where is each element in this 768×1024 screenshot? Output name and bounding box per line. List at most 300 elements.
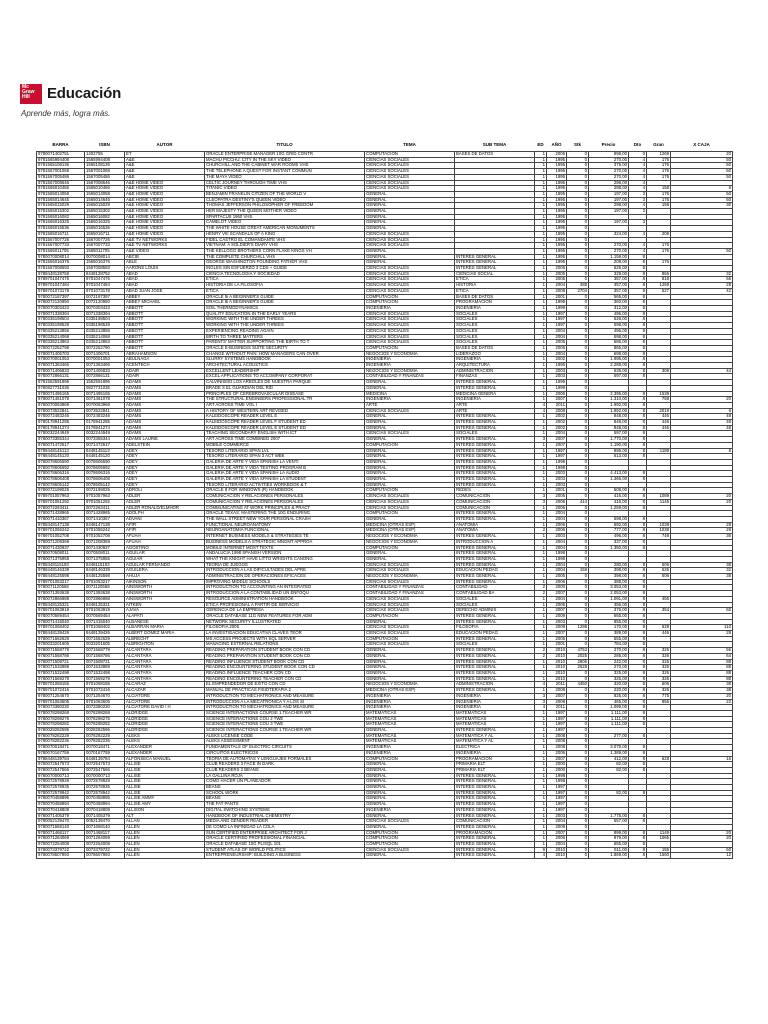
- table-cell: 8: [629, 613, 647, 619]
- table-cell: 270,00: [589, 648, 629, 654]
- table-cell: 4450: [567, 682, 589, 688]
- table-cell: SOCIALES: [455, 317, 535, 323]
- table-cell: 1.111,00: [589, 722, 629, 728]
- table-cell: 9701068402: [85, 625, 125, 631]
- table-cell: CIENCIAS SOCIALES: [365, 328, 455, 334]
- table-cell: GENERAL: [365, 465, 455, 471]
- table-cell: 2004: [547, 431, 567, 437]
- table-cell: 0: [567, 556, 589, 562]
- table-cell: 759: [647, 397, 671, 403]
- table-cell: 488: [567, 283, 589, 289]
- table-cell: ALCAZAR: [125, 688, 205, 694]
- table-cell: 0: [567, 334, 589, 340]
- table-cell: 8: [629, 653, 647, 659]
- table-cell: 88: [671, 670, 733, 676]
- table-cell: 598,00: [589, 334, 629, 340]
- table-cell: 8: [629, 477, 647, 483]
- table-cell: ORACLE ENTERPRISE MANAGER 10G GRID CONTR: [205, 152, 365, 158]
- table-cell: TEORIA DE AUTOMATAS Y LENGUAJES FORMALES: [205, 756, 365, 762]
- table-cell: 2006: [547, 836, 567, 842]
- table-cell: 357,00: [589, 283, 629, 289]
- table-cell: GENERAL: [365, 665, 455, 671]
- table-cell: 0071430937: [85, 545, 125, 551]
- table-cell: 0: [567, 488, 589, 494]
- table-cell: 0827731036: [85, 385, 125, 391]
- table-cell: 170,00: [589, 625, 629, 631]
- table-cell: 8: [629, 574, 647, 580]
- table-cell: 0: [567, 728, 589, 734]
- table-cell: ADAIR: [125, 368, 205, 374]
- table-cell: 597,00: [589, 431, 629, 437]
- table-cell: ADAMS: [125, 391, 205, 397]
- table-cell: 9701051292: [85, 499, 125, 505]
- table-cell: TITANIC VIDEO: [205, 186, 365, 192]
- table-cell: 655,00: [589, 842, 629, 848]
- table-cell: 9780078298282: [37, 722, 85, 728]
- table-cell: COMPUTACION: [365, 152, 455, 158]
- table-cell: 0: [567, 619, 589, 625]
- table-cell: 1: [535, 328, 547, 334]
- table-cell: 1: [535, 545, 547, 551]
- table-cell: GENERAL: [365, 790, 455, 796]
- table-cell: 9780070167759: [37, 750, 85, 756]
- table-cell: 606: [647, 682, 671, 688]
- table-cell: GENERAL: [365, 653, 455, 659]
- table-cell: SUN CERTIFIED ENTERPRISE ARCHITECT FOR J: [205, 830, 365, 836]
- table-cell: 375,00: [589, 163, 629, 169]
- table-cell: 9780071668140: [37, 824, 85, 830]
- table-cell: GENERAL: [365, 551, 455, 557]
- table-cell: FILOSOFIA: [455, 625, 535, 631]
- table-cell: 2005: [547, 277, 567, 283]
- table-cell: 2007: [547, 397, 567, 403]
- table-cell: 2007: [547, 437, 567, 443]
- table-cell: 1: [535, 340, 547, 346]
- table-cell: 1995: [547, 174, 567, 180]
- table-cell: AFIFI: [125, 528, 205, 534]
- table-cell: 28: [671, 283, 733, 289]
- table-cell: WORKING WITH THE UNDER THREES: [205, 317, 365, 323]
- table-cell: KALEIDOSCOPE READER LEVEL F STUDENT ED: [205, 420, 365, 426]
- table-cell: 2009: [547, 824, 567, 830]
- table-cell: 8: [629, 631, 647, 637]
- table-cell: 0: [567, 505, 589, 511]
- table-cell: GENERAL: [365, 728, 455, 734]
- table-cell: SOCIALES: [455, 340, 535, 346]
- table-cell: 1.310,00: [589, 397, 629, 403]
- table-cell: FUNDAMENTALS OF ELECTRIC CIRCUITS: [205, 745, 365, 751]
- table-cell: ALCANTARA: [125, 665, 205, 671]
- table-cell: VIETNAM: A SOLDIER'S DIARY VHS: [205, 243, 365, 249]
- table-cell: AFUAH: [125, 534, 205, 540]
- table-cell: INTERES GENERAL: [455, 442, 535, 448]
- table-cell: 9701063605: [85, 699, 125, 705]
- table-cell: 0: [567, 585, 589, 591]
- table-cell: SOCIALES: [455, 323, 535, 329]
- col-stk: Stk: [573, 141, 581, 147]
- table-cell: 2.053,00: [589, 591, 629, 597]
- table-cell: 4: [629, 231, 647, 237]
- table-cell: GENERAL: [365, 813, 455, 819]
- col-barra: BARRA: [52, 141, 69, 147]
- table-cell: 9780078606590: [37, 459, 85, 465]
- table-cell: 1: [535, 186, 547, 192]
- table-cell: ALAPATI: [125, 613, 205, 619]
- table-cell: 655,00: [589, 613, 629, 619]
- table-cell: CIENCIAS SOCIALES: [365, 340, 455, 346]
- table-cell: 9780071406833: [37, 368, 85, 374]
- table-cell: 1567005486: [85, 174, 125, 180]
- table-cell: MATEMATICA Y AL: [455, 733, 535, 739]
- table-cell: 9788448128759: [37, 271, 85, 277]
- table-cell: 9780072547573: [37, 762, 85, 768]
- table-cell: 1995: [547, 163, 567, 169]
- table-cell: 32: [671, 568, 733, 574]
- table-cell: 2001: [547, 294, 567, 300]
- table-cell: 9701052708: [85, 534, 125, 540]
- table-cell: 446: [647, 414, 671, 420]
- table-cell: 8: [629, 334, 647, 340]
- table-cell: 1: [535, 294, 547, 300]
- table-cell: 1565108136: [85, 163, 125, 169]
- table-cell: 176: [647, 174, 671, 180]
- table-cell: 8: [629, 300, 647, 306]
- col-x-caja: X CAJA: [693, 141, 710, 147]
- table-cell: 9701073178: [85, 288, 125, 294]
- table-cell: ABBOTT: [125, 340, 205, 346]
- table-cell: 1: [535, 511, 547, 517]
- table-cell: 9780071120568: [37, 585, 85, 591]
- table-cell: 1.992,00: [589, 408, 629, 414]
- table-cell: GENERAL: [365, 773, 455, 779]
- table-cell: CIENCIAS SOCIALES: [365, 311, 455, 317]
- table-cell: 2628: [567, 665, 589, 671]
- table-cell: 2008: [547, 699, 567, 705]
- table-cell: 3: [535, 494, 547, 500]
- table-cell: 9788448139784: [37, 756, 85, 762]
- table-cell: CHURCHILL AND THE CABINET WAR ROOMS VHS: [205, 163, 365, 169]
- table-cell: 32: [671, 271, 733, 277]
- table-cell: 9781565016376: [37, 260, 85, 266]
- table-cell: 1: [535, 773, 547, 779]
- table-cell: 1997: [547, 722, 567, 728]
- table-cell: 0071428965: [85, 511, 125, 517]
- table-cell: 1.111,00: [589, 710, 629, 716]
- table-cell: 0: [567, 220, 589, 226]
- table-cell: 0: [567, 608, 589, 614]
- table-cell: INTERES GENERAL: [455, 448, 535, 454]
- table-cell: READING PREPARATION STUDENT BOOK CON CD: [205, 648, 365, 654]
- table-cell: 1: [535, 608, 547, 614]
- table-cell: 8448125321: [85, 602, 125, 608]
- table-cell: 8: [629, 414, 647, 420]
- table-cell: 0: [567, 602, 589, 608]
- table-cell: 2002: [547, 357, 567, 363]
- table-cell: 0: [567, 448, 589, 454]
- table-cell: 2006: [547, 579, 567, 585]
- table-cell: 0070418808: [85, 807, 125, 813]
- table-cell: ABAD: [125, 271, 205, 277]
- table-cell: ALDRIDGE: [125, 710, 205, 716]
- table-cell: CIENCIAS SOCIALES: [365, 602, 455, 608]
- table-cell: GENERAL: [365, 459, 455, 465]
- table-cell: 1995: [547, 186, 567, 192]
- table-cell: BRADE S EL GUARDIAN DEL RID: [205, 385, 365, 391]
- table-cell: A HISTORY OF WESTERN ART REVISED: [205, 408, 365, 414]
- table-cell: 0071375955: [85, 556, 125, 562]
- table-cell: 9781567005486: [37, 174, 85, 180]
- table-cell: 20: [671, 397, 733, 403]
- table-cell: GENERAL: [365, 477, 455, 483]
- table-cell: 8: [629, 488, 647, 494]
- table-cell: IMPROVING MIDDLE SCHOOLS: [205, 579, 365, 585]
- table-cell: 1: [535, 842, 547, 848]
- table-cell: NEGOCIOS Y ECONOMIA: [365, 351, 455, 357]
- table-cell: COMPUTACION: [365, 836, 455, 842]
- table-cell: BEANS: [205, 796, 365, 802]
- table-cell: 0: [567, 562, 589, 568]
- table-cell: 1: [535, 522, 547, 528]
- table-cell: 9780071375955: [37, 556, 85, 562]
- table-cell: 8: [629, 670, 647, 676]
- table-cell: 1995: [547, 169, 567, 175]
- table-cell: 9780070418808: [37, 807, 85, 813]
- table-cell: 8: [629, 260, 647, 266]
- table-cell: CLUB READERS 3 FACE IN DARK: [205, 762, 365, 768]
- table-cell: CIENCIAS SOCIALES: [365, 317, 455, 323]
- table-cell: 557,00: [589, 819, 629, 825]
- table-cell: 0078607993: [85, 853, 125, 859]
- table-cell: 4753: [567, 648, 589, 654]
- table-cell: 2007: [547, 442, 567, 448]
- table-cell: 496,00: [589, 328, 629, 334]
- table-cell: ADAMS: [125, 414, 205, 420]
- table-cell: 698,00: [589, 351, 629, 357]
- table-cell: 0070458994: [85, 802, 125, 808]
- table-cell: 0: [567, 745, 589, 751]
- table-cell: QUALITY EDUCATION IN THE EARLY YEARS: [205, 311, 365, 317]
- brand-tagline: Aprende más, logra más.: [21, 109, 111, 118]
- table-cell: 9780071568786: [37, 653, 85, 659]
- table-cell: MEDICINA (OTRAS ESP): [365, 522, 455, 528]
- table-cell: INTRODUCTION TO MECHATRONICS AND MEASURE: [205, 705, 365, 711]
- table-cell: 50: [671, 163, 733, 169]
- table-cell: GENERAL: [365, 214, 455, 220]
- table-cell: 1: [535, 670, 547, 676]
- table-cell: 0078605692: [85, 465, 125, 471]
- col-ano: AÑO: [551, 141, 562, 147]
- table-cell: 628: [647, 625, 671, 631]
- table-cell: 1: [535, 762, 547, 768]
- table-cell: AGOSTINO: [125, 545, 205, 551]
- table-cell: 2005: [547, 152, 567, 158]
- table-cell: 1038: [647, 528, 671, 534]
- table-cell: CAMELOT VIDEO: [205, 220, 365, 226]
- table-cell: ETICA: [205, 277, 365, 283]
- table-cell: GENERAL: [365, 454, 455, 460]
- table-cell: 1997: [547, 448, 567, 454]
- table-cell: 326: [647, 653, 671, 659]
- table-cell: ARQUITECTURA: [455, 363, 535, 369]
- table-cell: LA GALLINA ROJA: [205, 773, 365, 779]
- table-cell: GENERAL: [365, 785, 455, 791]
- table-cell: ABLE: [125, 260, 205, 266]
- table-cell: COMPUTACION: [365, 442, 455, 448]
- table-cell: 1: [535, 197, 547, 203]
- table-cell: 9780071430937: [37, 545, 85, 551]
- table-cell: 9781565011705: [37, 248, 85, 254]
- table-cell: 8: [629, 682, 647, 688]
- table-cell: 1: [535, 414, 547, 420]
- table-cell: CIENCIAS SOCIALES: [365, 499, 455, 505]
- table-cell: 38: [671, 688, 733, 694]
- table-cell: 0071254670: [85, 693, 125, 699]
- table-cell: COMPUTACION: [365, 842, 455, 848]
- table-cell: GENERAL: [365, 482, 455, 488]
- table-cell: 9780070063969: [37, 402, 85, 408]
- table-cell: SOCIALES: [455, 596, 535, 602]
- table-cell: 1.099,00: [589, 705, 629, 711]
- table-cell: 9780073522841: [37, 408, 85, 414]
- table-cell: INTERES GENERAL: [455, 853, 535, 859]
- table-cell: 1: [535, 813, 547, 819]
- table-cell: 0073379722: [85, 847, 125, 853]
- table-cell: KALEIDOSCOPE READER LEVEL E: [205, 414, 365, 420]
- table-cell: INTERES GENERAL: [455, 459, 535, 465]
- table-cell: 8: [629, 602, 647, 608]
- table-cell: CIENCIA TECNOLOGIA Y SOCIEDAD: [205, 271, 365, 277]
- table-cell: 9789701047484: [37, 283, 85, 289]
- col-tema: TEMA: [403, 141, 416, 147]
- table-cell: 0: [567, 368, 589, 374]
- table-cell: AITKEN: [125, 602, 205, 608]
- table-cell: 2004: [547, 539, 567, 545]
- table-cell: 749: [647, 534, 671, 540]
- table-cell: ORACLE 9i A BEGINNER'S GUIDE: [205, 294, 365, 300]
- table-cell: FILOSOFIA 2005: [205, 625, 365, 631]
- table-cell: 38: [671, 562, 733, 568]
- table-cell: 9789701072416: [37, 688, 85, 694]
- table-cell: COMUNICACION: [455, 819, 535, 825]
- table-cell: 2005: [547, 271, 567, 277]
- table-cell: ADVANI: [125, 517, 205, 523]
- table-cell: ADEY: [125, 454, 205, 460]
- table-cell: ARCHITECTURAL ACOUSTICS: [205, 363, 365, 369]
- table-cell: THE STRUCTURAL ENGINEERS PROFESSIONAL TR: [205, 397, 365, 403]
- table-cell: 0: [567, 305, 589, 311]
- table-cell: GENERAL: [365, 260, 455, 266]
- table-cell: 1995: [547, 209, 567, 215]
- table-cell: 2005: [547, 266, 567, 272]
- table-cell: 8448128752: [85, 271, 125, 277]
- table-cell: THE WHITE HOUSE GREAT AMERICAN MONUMENTS: [205, 226, 365, 232]
- table-cell: 9780078298275: [37, 716, 85, 722]
- table-cell: 0: [567, 534, 589, 540]
- table-cell: A&E: [125, 163, 205, 169]
- table-cell: 8: [629, 539, 647, 545]
- table-cell: 1: [535, 665, 547, 671]
- table-cell: 1: [535, 334, 547, 340]
- table-cell: SOCIALES: [455, 431, 535, 437]
- table-cell: 0071568786: [85, 653, 125, 659]
- table-cell: ALFONSECA MANUEL: [125, 756, 205, 762]
- table-cell: CIENCIAS SOCIALES: [365, 271, 455, 277]
- table-cell: ALCANTARA: [125, 670, 205, 676]
- table-cell: 9781567007726: [37, 237, 85, 243]
- table-cell: 2009: [547, 613, 567, 619]
- table-cell: 8: [629, 847, 647, 853]
- table-cell: 8: [629, 659, 647, 665]
- table-cell: ADMINISTRACION: [455, 368, 535, 374]
- table-cell: 1: [535, 391, 547, 397]
- table-cell: 1995: [547, 226, 567, 232]
- col-isbn: ISBN: [99, 141, 110, 147]
- table-cell: 1: [535, 534, 547, 540]
- table-cell: 30: [671, 203, 733, 209]
- table-cell: SOCIALES: [455, 602, 535, 608]
- table-cell: 1997: [547, 807, 567, 813]
- table-cell: 3: [629, 191, 647, 197]
- table-cell: 0: [567, 323, 589, 329]
- table-cell: 0: [567, 266, 589, 272]
- table-cell: 9780070000713: [37, 773, 85, 779]
- table-cell: 9780071569279: [37, 676, 85, 682]
- table-cell: 9780071562629: [37, 636, 85, 642]
- table-cell: 0: [567, 710, 589, 716]
- table-cell: 50: [671, 197, 733, 203]
- table-cell: 8: [629, 442, 647, 448]
- table-cell: THE FAT PANTS: [205, 802, 365, 808]
- table-cell: 270,00: [589, 157, 629, 163]
- table-cell: NEGOCIOS Y ECONOMIA: [365, 534, 455, 540]
- table-cell: 2: [535, 585, 547, 591]
- table-cell: 1298: [567, 625, 589, 631]
- table-cell: 0: [567, 824, 589, 830]
- table-cell: ADAMS: [125, 380, 205, 386]
- table-cell: 8: [629, 420, 647, 426]
- table-cell: CONTABILIDAD Y FINANZAS: [365, 374, 455, 380]
- table-cell: 1565016082: [85, 214, 125, 220]
- table-cell: 8: [629, 351, 647, 357]
- table-cell: 48: [671, 414, 733, 420]
- table-cell: 2010: [547, 653, 567, 659]
- table-cell: 9780072866988: [37, 596, 85, 602]
- table-cell: 0070063969: [85, 402, 125, 408]
- table-cell: 825,00: [589, 693, 629, 699]
- table-cell: INTERES GENERAL: [455, 824, 535, 830]
- table-cell: GENERAL: [365, 853, 455, 859]
- table-cell: ADAMS: [125, 397, 205, 403]
- table-header-row: [37, 137, 733, 152]
- table-cell: GENERAL: [365, 248, 455, 254]
- table-cell: 1: [535, 579, 547, 585]
- table-cell: 9788448139426: [37, 631, 85, 637]
- table-cell: 1: [535, 807, 547, 813]
- table-cell: 0: [567, 414, 589, 420]
- table-cell: 8448139784: [85, 756, 125, 762]
- table-cell: 1: [535, 750, 547, 756]
- table-cell: CIENCIAS SOCIALES: [365, 174, 455, 180]
- table-cell: INTERES GENERAL: [455, 676, 535, 682]
- table-cell: 0: [567, 517, 589, 523]
- table-cell: 2000: [547, 585, 567, 591]
- table-cell: 1.366,00: [589, 477, 629, 483]
- table-cell: 496,00: [589, 534, 629, 540]
- table-cell: 1997: [547, 716, 567, 722]
- table-cell: 0: [567, 391, 589, 397]
- table-cell: 88: [671, 659, 733, 665]
- table-cell: 285,00: [589, 653, 629, 659]
